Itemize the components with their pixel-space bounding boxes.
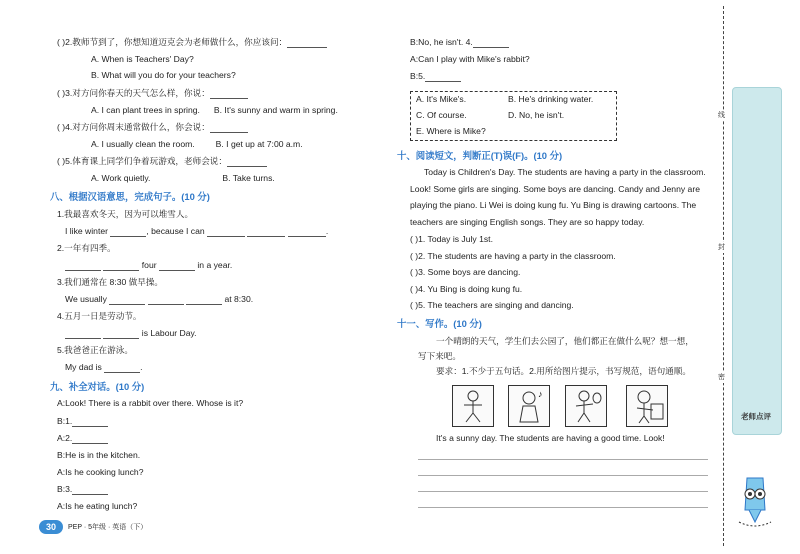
- q4-option-a: A. I usually clean the room.: [91, 139, 195, 149]
- s2-end: in a year.: [197, 260, 233, 270]
- singing-icon: [509, 386, 549, 426]
- dense-mark: 密: [718, 374, 725, 381]
- q5-options: [91, 173, 275, 184]
- dialog-line-10: [410, 71, 461, 82]
- q4-row: [57, 122, 248, 133]
- answer-paren[interactable]: ( ): [57, 37, 66, 47]
- dialog-line-4: B:He is in the kitchen.: [57, 450, 141, 460]
- option-c: C. Of course.: [416, 110, 467, 120]
- q3-option-a: A. I can plant trees in spring.: [91, 105, 200, 115]
- dialog-line-1: A:Look! There is a rabbit over there. Whose is it?: [57, 398, 244, 408]
- q2-row: [57, 37, 327, 48]
- s3-blank-1[interactable]: [109, 295, 145, 305]
- s4-blank-2[interactable]: [103, 329, 139, 339]
- line-mark: 线: [718, 112, 725, 119]
- s2-text-mid: four: [141, 260, 157, 270]
- dialog-blank-5[interactable]: [425, 72, 461, 82]
- svg-text:♪: ♪: [538, 389, 543, 399]
- tf-paren-5[interactable]: ( ): [410, 300, 419, 310]
- dialog-line-5: A:Is he cooking lunch?: [57, 467, 144, 477]
- q2-stem: 2.教师节到了，你想知道迈克会为老师做什么，你应该问：: [65, 37, 288, 47]
- writing-prompt-1: 一个晴朗的天气，学生们去公园了，他们都正在做什么呢？想一想，: [436, 336, 694, 346]
- s2-blank-3[interactable]: [159, 261, 195, 271]
- q5-option-a: A. Work quietly.: [91, 173, 151, 183]
- dialog-line-8-text: B:No, he isn't. 4.: [410, 37, 473, 47]
- page-number-badge: 30: [39, 520, 63, 534]
- q3-option-b: B. It's sunny and warm in spring.: [213, 105, 338, 115]
- s5-english: [65, 362, 143, 373]
- s1-text-a: I like winter: [65, 226, 108, 236]
- dialog-line-3: [57, 433, 108, 444]
- dialog-line-6: [57, 484, 108, 495]
- s3-blank-2[interactable]: [148, 295, 184, 305]
- s3-end: at 8:30.: [224, 294, 254, 304]
- dialog-blank-2[interactable]: [72, 434, 108, 444]
- s4-chinese: 4.五月一日是劳动节。: [57, 311, 142, 321]
- tf-paren-4[interactable]: ( ): [410, 284, 419, 294]
- q3-blank[interactable]: [210, 89, 248, 99]
- teacher-comment-label: 老师点评: [741, 412, 771, 421]
- s1-text-b: , because I can: [146, 226, 205, 236]
- q5-blank[interactable]: [227, 157, 267, 167]
- option-a: A. It's Mike's.: [416, 94, 467, 104]
- dialog-blank-1[interactable]: [72, 417, 108, 427]
- s3-blank-3[interactable]: [186, 295, 222, 305]
- dialog-line-8: [410, 37, 509, 48]
- q2-option-a: A. When is Teachers' Day?: [91, 54, 194, 64]
- s1-blank-3[interactable]: [247, 227, 285, 237]
- s5-start: My dad is: [65, 362, 102, 372]
- s4-english: [65, 328, 197, 339]
- mascot-icon: [735, 470, 775, 530]
- q5-stem: 5.体育课上同学们争着玩游戏，老师会说：: [65, 156, 227, 166]
- section-8-heading: 八、根据汉语意思，完成句子。(10 分): [50, 191, 210, 202]
- tf-paren-2[interactable]: ( ): [410, 251, 419, 261]
- answer-paren[interactable]: ( ): [57, 156, 66, 166]
- q4-stem: 4.对方问你周末通常做什么，你会说：: [65, 122, 210, 132]
- tennis-icon: [566, 386, 606, 426]
- s2-english: [65, 260, 232, 271]
- section-11-heading: 十一、写作。(10 分): [397, 318, 482, 329]
- passage-line-1: Today is Children's Day. The students are having a party in the classroom.: [424, 167, 706, 177]
- tf-row-4: [410, 284, 522, 295]
- tf-row-2: [410, 251, 616, 262]
- s3-start: We usually: [65, 294, 107, 304]
- dialog-line-2: [57, 416, 108, 427]
- s1-blank-1[interactable]: [110, 227, 146, 237]
- q2-blank[interactable]: [287, 38, 327, 48]
- drawing-picture: [626, 385, 668, 427]
- tf-paren-1[interactable]: ( ): [410, 234, 419, 244]
- dialog-blank-3[interactable]: [72, 485, 108, 495]
- dialog-line-7: A:Is he eating lunch?: [57, 501, 138, 511]
- q4-option-b: B. I get up at 7:00 a.m.: [215, 139, 303, 149]
- q3-options: [91, 105, 338, 116]
- answer-paren[interactable]: ( ): [57, 122, 66, 132]
- q3-stem: 3.对方问你春天的天气怎么样，你说：: [65, 88, 210, 98]
- teacher-comment-panel: [732, 87, 782, 435]
- s3-english: [65, 294, 253, 305]
- kung-fu-icon: [453, 386, 493, 426]
- dialog-blank-4[interactable]: [473, 38, 509, 48]
- s2-chinese: 2.一年有四季。: [57, 243, 116, 253]
- q3-row: [57, 88, 248, 99]
- s1-end: .: [325, 226, 329, 236]
- book-label: PEP · 5年级 · 英语（下）: [68, 524, 148, 531]
- writing-start-sentence: It's a sunny day. The students are having a good time. Look!: [436, 433, 665, 443]
- section-9-heading: 九、补全对话。(10 分): [50, 381, 145, 392]
- singing-picture: [508, 385, 550, 427]
- q4-options: [91, 139, 303, 150]
- cut-line: [723, 6, 724, 546]
- seal-mark: 封: [718, 244, 725, 251]
- s5-chinese: 5.我爸爸正在游泳。: [57, 345, 133, 355]
- s1-chinese: 1.我最喜欢冬天，因为可以堆雪人。: [57, 209, 194, 219]
- s2-blank-1[interactable]: [65, 261, 101, 271]
- s4-blank-1[interactable]: [65, 329, 101, 339]
- writing-line-2[interactable]: [418, 475, 708, 476]
- s1-blank-4[interactable]: [288, 226, 329, 237]
- dialog-line-6-text: B:3.: [57, 484, 73, 494]
- s1-blank-2[interactable]: [207, 227, 245, 237]
- tf-q1: 1. Today is July 1st.: [418, 234, 493, 244]
- q5-row: [57, 156, 267, 167]
- kung-fu-picture: [452, 385, 494, 427]
- q4-blank[interactable]: [210, 123, 248, 133]
- dialog-line-2-text: B:1.: [57, 416, 73, 426]
- section-10-heading: 十、阅读短文，判断正(T)误(F)。(10 分): [397, 150, 563, 161]
- tf-q3: 3. Some boys are dancing.: [418, 267, 521, 277]
- s5-end: .: [140, 362, 143, 372]
- dialog-line-9: A:Can I play with Mike's rabbit?: [410, 54, 530, 64]
- s5-blank[interactable]: [104, 362, 143, 373]
- answer-paren[interactable]: ( ): [57, 88, 66, 98]
- option-b: B. He's drinking water.: [508, 94, 594, 104]
- tf-paren-3[interactable]: ( ): [410, 267, 419, 277]
- tf-q2: 2. The students are having a party in the classroom.: [418, 251, 616, 261]
- q2-option-b: B. What will you do for your teachers?: [91, 70, 236, 80]
- writing-line-4[interactable]: [418, 507, 708, 508]
- dialog-line-3-text: A:2.: [57, 433, 73, 443]
- writing-line-3[interactable]: [418, 491, 708, 492]
- tennis-picture: [565, 385, 607, 427]
- s3-chinese: 3.我们通常在 8:30 做早操。: [57, 277, 164, 287]
- s2-blank-2[interactable]: [103, 261, 139, 271]
- option-e: E. Where is Mike?: [416, 126, 486, 136]
- writing-prompt-2: 写下来吧。: [418, 351, 461, 361]
- tf-row-1: [410, 234, 493, 245]
- passage-line-4: teachers are singing English songs. They are so happy today.: [410, 217, 645, 227]
- s1-english: [65, 226, 328, 237]
- tf-q5: 5. The teachers are singing and dancing.: [418, 300, 574, 310]
- option-d: D. No, he isn't.: [508, 110, 565, 120]
- q5-option-b: B. Take turns.: [222, 173, 275, 183]
- passage-line-2: Look! Some girls are singing. Some boys are dancing. Candy and Jenny are: [410, 184, 700, 194]
- writing-line-1[interactable]: [418, 459, 708, 460]
- passage-line-3: playing the piano. Li Wei is doing kung fu. Yu Bing is drawing cartoons. The: [410, 200, 697, 210]
- dialog-line-10-text: B:5.: [410, 71, 426, 81]
- tf-row-3: [410, 267, 520, 278]
- writing-requirements: 要求：1.不少于五句话。2.用所给图片提示，书写规范，语句通顺。: [436, 366, 691, 376]
- tf-row-5: [410, 300, 574, 311]
- s4-end: is Labour Day.: [141, 328, 197, 338]
- drawing-icon: [627, 386, 667, 426]
- tf-q4: 4. Yu Bing is doing kung fu.: [418, 284, 523, 294]
